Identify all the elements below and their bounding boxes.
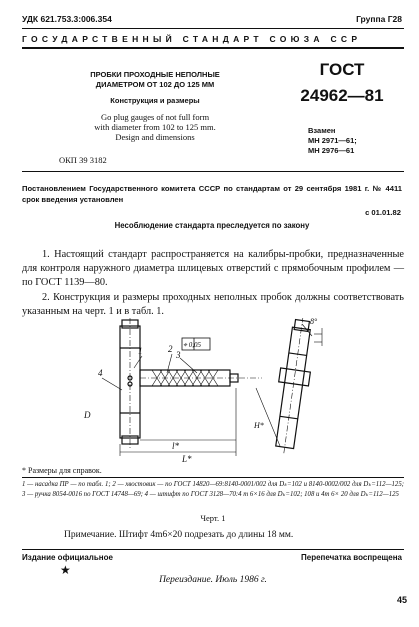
figure-caption: Черт. 1 — [200, 513, 226, 523]
replaces-item-2: МН 2976—61 — [308, 146, 355, 155]
star-icon: ★ — [60, 563, 71, 577]
top-rule — [22, 28, 404, 29]
figure-tolerance: ⌖ 0,05 — [183, 341, 201, 349]
figure-label-4: 4 — [98, 368, 103, 378]
paragraph-1: 1. Настоящий стандарт распространяется на калибры-пробки, предназначенные для контроля наружного диаметра шлицевых отверстий с прямобочным профилем — по ГОСТ 1139—80. — [22, 249, 404, 288]
figure-legend: 1 — насадка ПР — по табл. 1; 2 — хвостовик — по ГОСТ 14820—69:8140-0001/002 для Dₖ=102 и 8140-0002/002 для Dₖ=112—125; 3 — ручка 8054-0016 по ГОСТ 14748—69; 4 — штифт по ГОСТ 3128—70:4 m 6×16 для Dₖ=102; 108 и 4m 6× 20 для Dₖ=112—125 — [22, 481, 404, 498]
figure-dim-H: H* — [254, 421, 264, 430]
gost-number: 24962—81 — [300, 86, 384, 105]
figure-angle: 8° — [310, 318, 318, 326]
reference-dimensions-note: * Размеры для справок. — [22, 466, 102, 475]
effective-date: с 01.01.82 — [365, 208, 401, 217]
title-en-line-3: Design and dimensions — [115, 132, 195, 142]
state-standard-banner: ГОСУДАРСТВЕННЫЙ СТАНДАРТ СОЮЗА ССР — [22, 34, 362, 44]
side-view-body — [276, 327, 311, 448]
figure-dim-l: l* — [172, 441, 180, 451]
figure-label-2: 2 — [168, 344, 173, 354]
figure-dim-D: D — [84, 410, 91, 420]
subtitle-russian: Конструкция и размеры — [110, 96, 200, 105]
okp-code: ОКП 39 3182 — [59, 155, 107, 165]
banner-rule — [22, 47, 404, 49]
replaces-label: Взамен — [308, 126, 336, 135]
title-ru-line-2: ДИАМЕТРОМ ОТ 102 ДО 125 ММ — [95, 80, 215, 89]
title-russian — [60, 70, 250, 90]
reprint-note: Переиздание. Июль 1986 г. — [159, 575, 267, 585]
replaces-block — [308, 126, 357, 156]
reprint-forbidden-label: Перепечатка воспрещена — [301, 553, 402, 562]
title-bottom-rule — [22, 171, 404, 172]
official-edition-label: Издание официальное — [22, 553, 113, 562]
udk-code: УДК 621.753.3:006.354 — [22, 14, 112, 24]
figure-note: Примечание. Штифт 4m6×20 подрезать до длины 18 мм. — [64, 530, 294, 540]
replaces-item-1: МН 2971—61; — [308, 136, 357, 145]
figure-dim-L: L* — [182, 454, 192, 464]
group-code: Группа Г28 — [356, 14, 402, 24]
figure-1-drawing — [22, 318, 404, 464]
title-english — [60, 112, 250, 142]
footer-rule — [22, 549, 404, 550]
title-en-line-1: Go plug gauges of not full form — [100, 112, 210, 122]
title-en-line-2: with diameter from 102 to 125 mm. — [94, 122, 216, 132]
decree-text: Постановлением Государственного комитета СССР по стандартам от 29 сентября 1981 г. № 4411 срок введения установлен — [22, 184, 402, 204]
gost-label: ГОСТ — [319, 60, 365, 79]
legend-rule — [22, 477, 404, 478]
figure-label-1: 1 — [138, 346, 143, 356]
paragraph-2: 2. Конструкция и размеры проходных неполных пробок должны соответствовать указанным на черт. 1 и в табл. 1. — [22, 292, 404, 317]
figure-label-3: 3 — [176, 350, 181, 360]
non-observance-note: Несоблюдение стандарта преследуется по закону — [114, 221, 310, 230]
page-number: 45 — [396, 595, 407, 605]
title-ru-line-1: ПРОБКИ ПРОХОДНЫЕ НЕПОЛНЫЕ — [90, 70, 220, 79]
